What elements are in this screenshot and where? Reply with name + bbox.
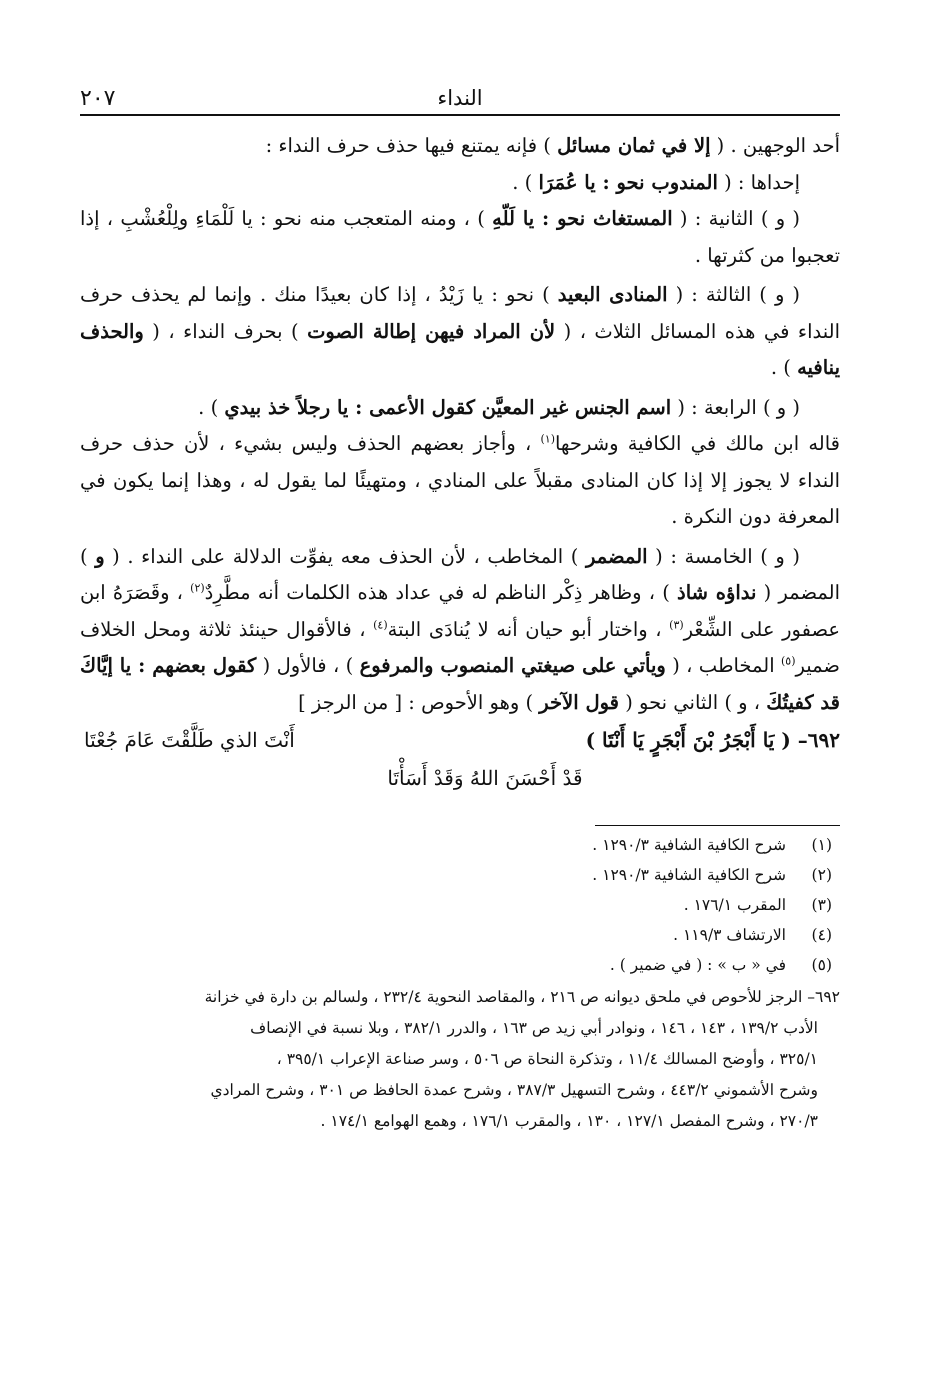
footnote [80, 860, 840, 890]
page-header [80, 70, 840, 116]
footnote-number: (٥) [811, 956, 832, 974]
footnote-number: (٤) [811, 926, 832, 944]
paragraph: ( و ) الرابعة : ( اسم الجنس غير المعيَّن كقول الأعمى : يا رجلاً خذ بيدي ) . [198, 395, 800, 419]
footnote-number: (٣) [811, 896, 832, 914]
verse-line-2: قَدْ أَحْسَنَ اللهُ وَقَدْ أَسَأْتَا [387, 766, 583, 790]
footnote [80, 890, 840, 920]
book-page [80, 70, 840, 1360]
footnote-text: الارتشاف ١١٩/٣ . [673, 926, 786, 944]
main-text [80, 128, 840, 721]
verse-hemistich-1: ٦٩٢– ( يَا أَبْجَرُ بْنَ أَبْجَرٍ يَا أَنْتَا ) [585, 728, 840, 752]
footnote [80, 920, 840, 950]
page-number: ٢٠٧ [80, 86, 116, 111]
paragraph: ( و ) الخامسة : ( المضمر ) المخاطب ، لأن الحذف معه يفوِّت الدلالة على النداء . ( و ) المضمر ( نداؤه شاذ ) ، وظاهر ذِكْر الناظم له في عداد هذه الكلمات أنه مطَّرِدٌ$^{(٢)}$ ، وقَصَرَهُ ابن عصفور على الشِّعْر$^{(٣)}$ ، واختار أبو حيان أنه لا يُنادَى البتة$^{(٤)}$ ، فالأقوال حينئذ ثلاثة ومحل الخلاف ضمير$^{(٥)}$ المخاطب ، ( ويأتي على صيغتي المنصوب والمرفوع ) ، فالأول ( كقول بعضهم : يا إيَّاكَ قد كفيتُكَ ، و ) الثاني نحو ( قول الآخر ) وهو الأحوص : [ من الرجز ] [80, 544, 841, 714]
paragraph: قاله ابن مالك في الكافية وشرحها$^{(١)}$ ، وأجاز بعضهم الحذف وليس بشيء ، لأن حذف حرف النداء لا يجوز إلا إذا كان المنادى مقبلاً على المنادي ، ومتهيئًا لما يقول له ، وهذا إنما يكون في المعرفة دون النكرة . [80, 432, 840, 528]
paragraph: أحد الوجهين . ( إلا في ثمان مسائل ) فإنه يمتنع فيها حذف حرف النداء : [265, 134, 840, 157]
footnote-number: (٢) [811, 866, 832, 884]
footnote [80, 950, 840, 980]
footnotes [80, 830, 840, 1137]
note-line: وشرح الأشموني ٤٤٣/٢ ، وشرح التسهيل ٣٨٧/٣ ، وشرح عمدة الحافظ ص ٣٠١ ، وشرح المرادي [210, 1081, 818, 1099]
footnote-text: شرح الكافية الشافية ١٢٩٠/٣ . [592, 836, 786, 854]
paragraph: ( و ) الثانية : ( المستغاث نحو : يا لَلّهِ ) ، ومنه المتعجب منه نحو : يا لَلْمَاءِ ولِلْعُشْبِ ، إذا تعجبوا من كثرتها . [80, 207, 840, 267]
paragraph: ( و ) الثالثة : ( المنادى البعيد ) نحو : يا زَيْدُ ، إذا كان بعيدًا منك . وإنما لم يحذف حرف النداء في هذه المسائل الثلاث ، ( لأن المراد فيهن إطالة الصوت ) بحرف النداء ، ( والحذف ينافيه ) . [80, 283, 840, 379]
footnote-text: في « ب » : ( في ضمير ) . [609, 956, 786, 974]
footnote-text: المقرب ١٧٦/١ . [683, 896, 786, 914]
note-line: ٣٢٥/١ ، وأوضح المسالك ١١/٤ ، وتذكرة النحاة ص ٥٠٦ ، وسر صناعة الإعراب ٣٩٥/١ ، [276, 1050, 818, 1068]
verse-hemistich-2: أَنْتَ الذي طَلَّقْتَ عَامَ جُعْتَا [84, 728, 295, 752]
footnote-number: (١) [811, 836, 832, 854]
verse-line-1 [80, 721, 840, 759]
footnote [80, 830, 840, 860]
verse-source-note [80, 982, 840, 1137]
footnote-text: شرح الكافية الشافية ١٢٩٠/٣ . [592, 866, 786, 884]
note-line: ٦٩٢– الرجز للأحوص في ملحق ديوانه ص ٢١٦ ، والمقاصد النحوية ٢٣٢/٤ ، ولسالم بن دارة في خزانة [204, 988, 840, 1006]
footnote-divider [595, 825, 840, 826]
note-line: الأدب ١٣٩/٢ ، ١٤٣ ، ١٤٦ ، ونوادر أبي زيد ص ١٦٣ ، والدرر ٣٨٢/١ ، وبلا نسبة في الإنصاف [250, 1019, 818, 1037]
note-line: ٢٧٠/٣ ، وشرح المفصل ١٢٧/١ ، ١٣٠ ، والمقرب ١٧٦/١ ، وهمع الهوامع ١٧٤/١ . [320, 1112, 818, 1130]
poetry-verse [80, 721, 840, 797]
paragraph: إحداها : ( المندوب نحو : يا عُمَرَا ) . [512, 170, 800, 194]
running-title: النداء [437, 86, 483, 110]
